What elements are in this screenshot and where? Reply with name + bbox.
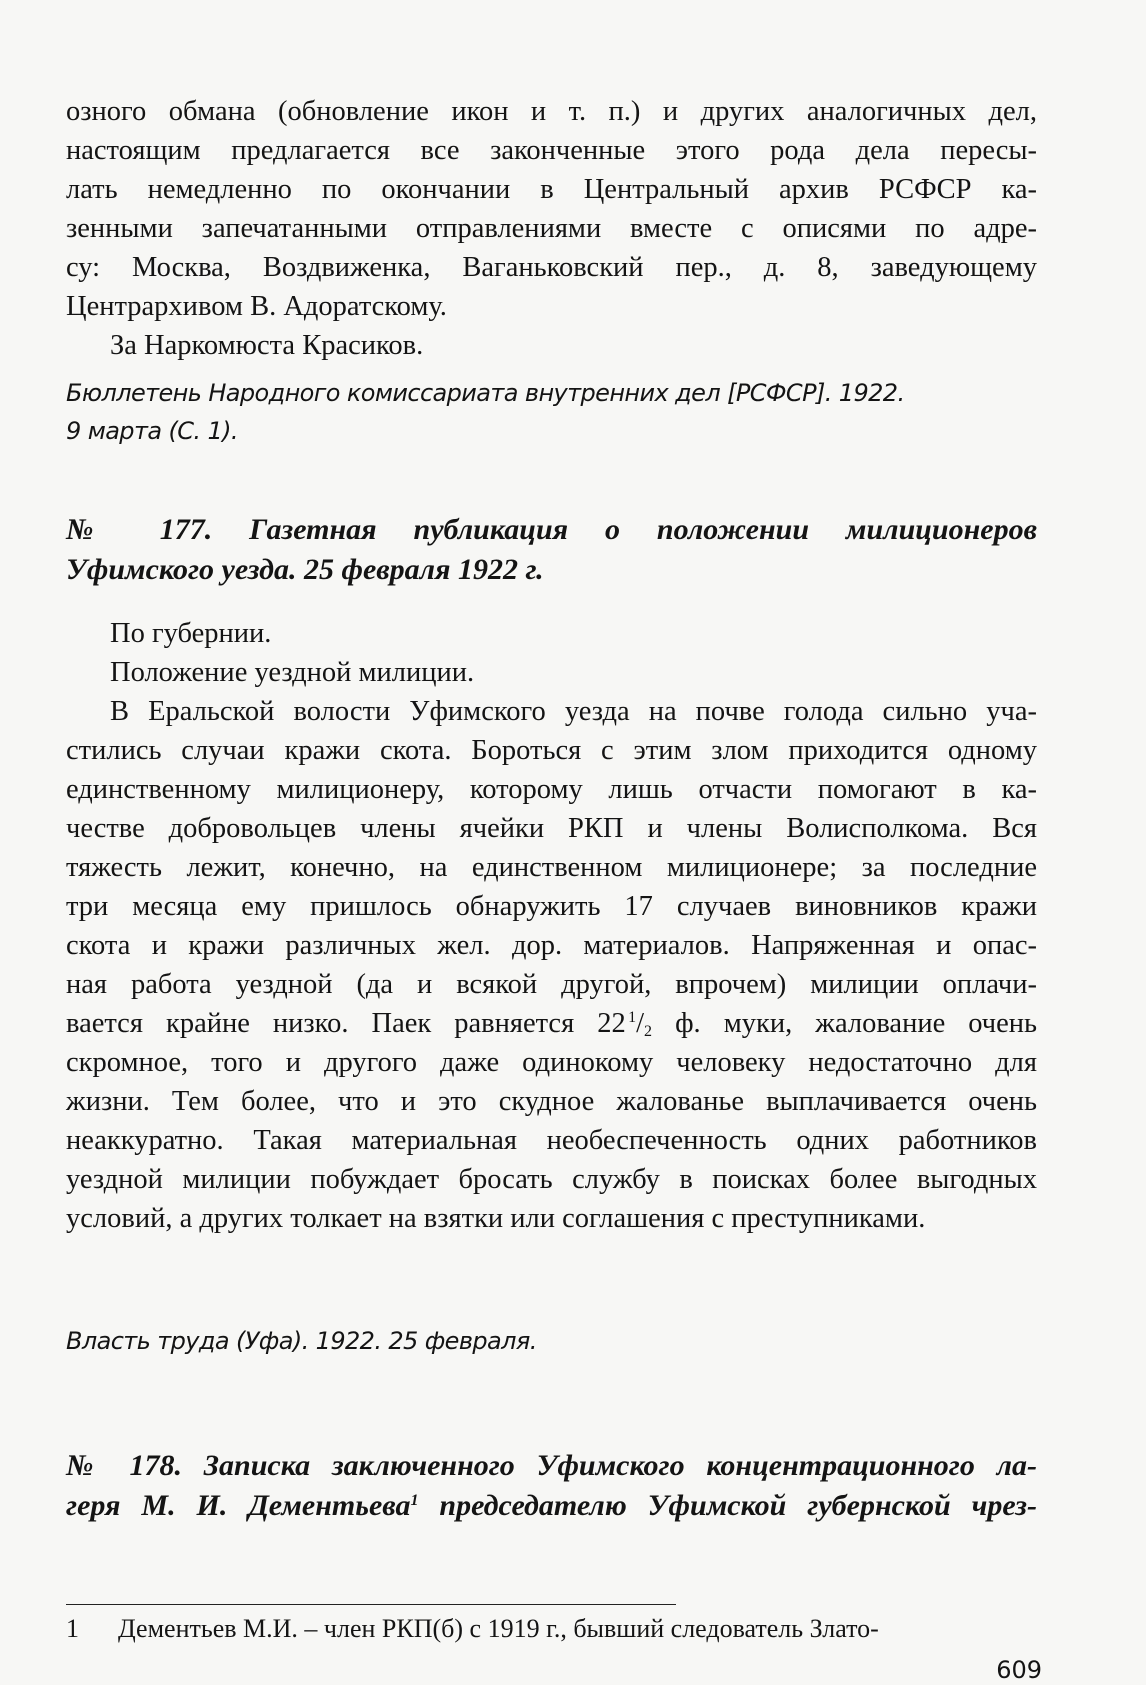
- doc1-source-line1: Бюллетень Народного комиссариата внутренних дел [РСФСР]. 1922.: [66, 379, 905, 407]
- doc178-heading: [66, 1446, 1037, 1526]
- doc177-line: стились случаи кражи скота. Бороться с этим злом приходится одному: [66, 735, 1037, 766]
- doc1-line: озного обмана (обновление икон и т. п.) и других аналогичных дел,: [66, 96, 1037, 127]
- page-number: 609: [996, 1656, 1042, 1684]
- doc1-source: [66, 374, 905, 450]
- doc1-signature: За Наркомюста Красиков.: [110, 330, 424, 361]
- doc177-subhead: По губернии.: [110, 618, 272, 649]
- doc177-line: жизни. Тем более, что и это скудное жалованье выплачивается очень: [66, 1086, 1037, 1117]
- doc1-line: Центрархивом В. Адоратскому.: [66, 291, 447, 322]
- footnote: [66, 1612, 1037, 1646]
- doc177-line: три месяца ему пришлось обнаружить 17 случаев виновников кражи: [66, 891, 1037, 922]
- doc1-body: [66, 92, 1037, 365]
- doc1-line: су: Москва, Воздвиженка, Ваганьковский пер., д. 8, заведующему: [66, 252, 1037, 283]
- doc177-line: скота и кражи различных жел. дор. материалов. Напряженная и опас-: [66, 930, 1037, 961]
- doc177-ration-line: вается крайне низко. Паек равняется 22 $^1/_2$ ф. муки, жалование очень: [66, 1008, 1038, 1040]
- doc177-heading-line2: Уфимского уезда. 25 февраля 1922 г.: [66, 553, 544, 586]
- doc177-line: В Еральской волости Уфимского уезда на почве голода сильно уча-: [110, 696, 1037, 727]
- doc177-heading: [66, 510, 1037, 590]
- doc177-line: тяжесть лежит, конечно, на единственном милиционере; за последние: [66, 852, 1037, 883]
- doc177-line: условий, а других толкает на взятки или соглашения с преступниками.: [66, 1203, 926, 1234]
- doc177-line: честве добровольцев члены ячейки РКП и члены Волисполкома. Вся: [66, 813, 1037, 844]
- footnote-divider: [66, 1604, 676, 1605]
- doc1-source-line2: 9 марта (С. 1).: [66, 417, 238, 445]
- doc177-source: Власть труда (Уфа). 1922. 25 февраля.: [66, 1327, 537, 1355]
- ration-fraction-denominator: 2: [644, 1023, 653, 1040]
- ration-text-before: вается крайне низко. Паек равняется 22: [66, 1008, 626, 1039]
- footnote-mark: 1: [410, 1492, 419, 1509]
- doc177-line: неаккуратно. Такая материальная необеспеченность одних работников: [66, 1125, 1037, 1156]
- doc177-line: скромное, того и другого даже одинокому человеку недостаточно для: [66, 1047, 1037, 1078]
- doc177-subhead: Положение уездной милиции.: [110, 657, 475, 688]
- doc177-heading-line1: № 177. Газетная публикация о положении милиционеров: [66, 513, 1037, 546]
- doc178-heading-line2-end: председателю Уфимской губернской чрез-: [418, 1489, 1037, 1522]
- doc178-heading-line1: № 178. Записка заключенного Уфимского концентрационного ла-: [66, 1449, 1037, 1482]
- doc1-line: настоящим предлагается все законченные этого рода дела пересы-: [66, 135, 1037, 166]
- footnote-number: 1: [66, 1614, 79, 1643]
- doc178-heading-line2: [66, 1486, 1037, 1526]
- ration-fraction-numerator: 1: [628, 1009, 637, 1026]
- doc178-heading-line2-start: геря М. И. Дементьева: [66, 1489, 411, 1522]
- doc177-line: уездной милиции побуждает бросать службу в поисках более выгодных: [66, 1164, 1037, 1195]
- ration-text-after: ф. муки, жалование очень: [675, 1008, 1038, 1039]
- doc1-line: зенными запечатанными отправлениями вместе с описями по адре-: [66, 213, 1037, 244]
- doc177-body: [66, 614, 1037, 1238]
- doc177-line: единственному милиционеру, которому лишь отчасти помогают в ка-: [66, 774, 1037, 805]
- doc1-line: лать немедленно по окончании в Центральный архив РСФСР ка-: [66, 174, 1037, 205]
- footnote-text: Дементьев М.И. – член РКП(б) с 1919 г., бывший следователь Злато-: [118, 1614, 879, 1643]
- doc177-line: ная работа уездной (да и всякой другой, впрочем) милиции оплачи-: [66, 969, 1037, 1000]
